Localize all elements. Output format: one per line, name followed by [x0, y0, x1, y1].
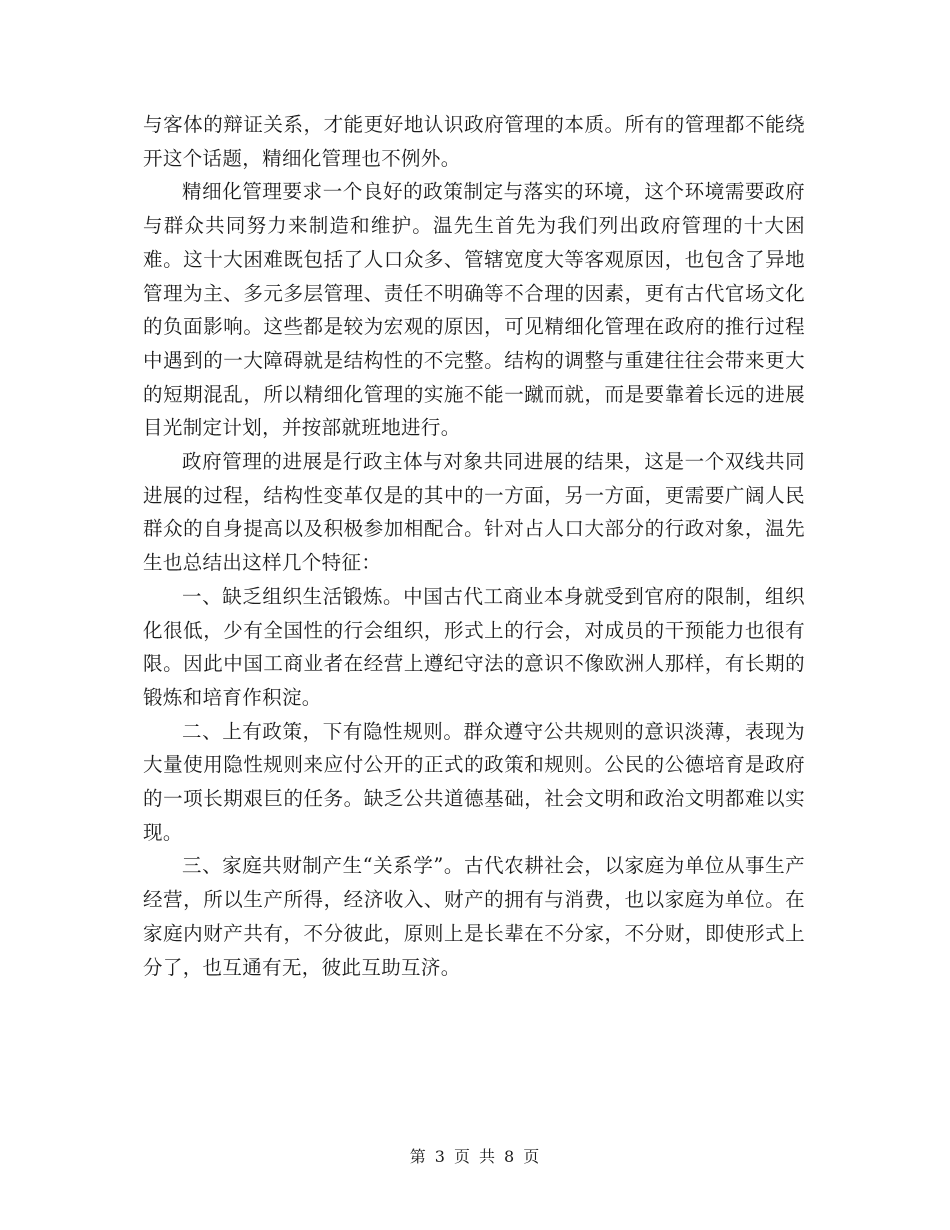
paragraph-6: 三、家庭共财制产生“关系学”。古代农耕社会，以家庭为单位从事生产经营，所以生产所得，经济收入、财产的拥有与消费，也以家庭为单位。在家庭内财产共有，不分彼此，原则上是长辈在不分家，不分财，即使形式上分了，也互通有无，彼此互助互济。	[143, 854, 805, 979]
paragraph-5: 二、上有政策，下有隐性规则。群众遵守公共规则的意识淡薄，表现为大量使用隐性规则来应付公开的正式的政策和规则。公民的公德培育是政府的一项长期艰巨的任务。缺乏公共道德基础，社会文明和政治文明都难以实现。	[143, 719, 805, 844]
current-page-number: 3	[434, 1147, 446, 1166]
page-footer	[0, 1147, 950, 1167]
paragraph-4: 一、缺乏组织生活锻炼。中国古代工商业本身就受到官府的限制，组织化很低，少有全国性的行会组织，形式上的行会，对成员的干预能力也很有限。因此中国工商业者在经营上遵纪守法的意识不像欧洲人那样，有长期的锻炼和培育作积淀。	[143, 584, 805, 709]
paragraph-3: 政府管理的进展是行政主体与对象共同进展的结果，这是一个双线共同进展的过程，结构性变革仅是的其中的一方面，另一方面，更需要广阔人民群众的自身提高以及积极参加相配合。针对占人口大部分的行政对象，温先生也总结出这样几个特征：	[143, 450, 805, 575]
paragraph-1: 与客体的辩证关系，才能更好地认识政府管理的本质。所有的管理都不能绕开这个话题，精细化管理也不例外。	[143, 113, 805, 170]
footer-page-word: 页	[453, 1147, 471, 1166]
paragraph-2: 精细化管理要求一个良好的政策制定与落实的环境，这个环境需要政府与群众共同努力来制造和维护。温先生首先为我们列出政府管理的十大困难。这十大困难既包括了人口众多、管辖宽度大等客观原因，也包含了异地管理为主、多元多层管理、责任不明确等不合理的因素，更有古代官场文化的负面影响。这些都是较为宏观的原因，可见精细化管理在政府的推行过程中遇到的一大障碍就是结构性的不完整。结构的调整与重建往往会带来更大的短期混乱，所以精细化管理的实施不能一蹴而就，而是要靠着长远的进展目光制定计划，并按部就班地进行。	[143, 180, 805, 440]
footer-prefix: 第	[409, 1147, 427, 1166]
total-page-count: 8	[504, 1147, 516, 1166]
page-body	[143, 108, 805, 984]
footer-total-word: 共	[479, 1147, 497, 1166]
footer-suffix: 页	[523, 1147, 541, 1166]
